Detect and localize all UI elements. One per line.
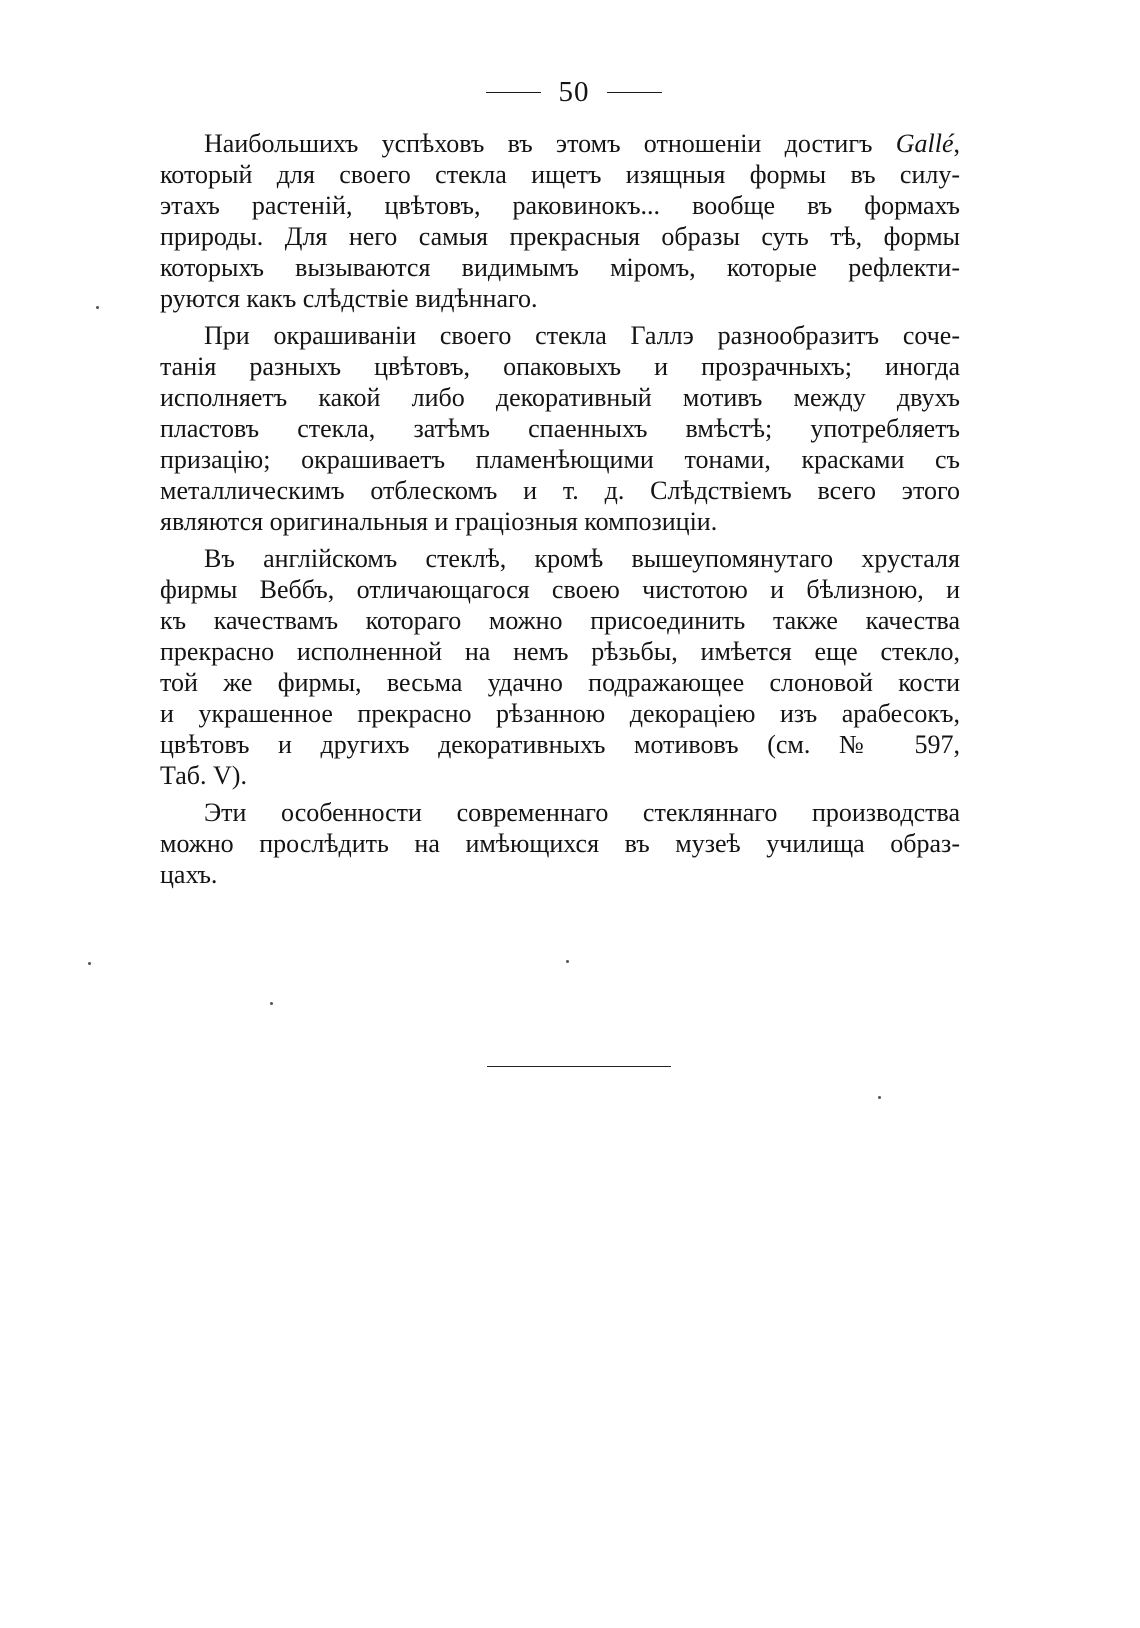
page-header [0,72,1140,112]
paragraph-line: и украшенное прекрасно рѣзанною декораціею изъ арабесокъ, [160,699,960,728]
paragraph-line: Таб. V). [160,761,247,790]
paragraph-3 [160,543,960,791]
paragraph-line: цвѣтовъ и другихъ декоративныхъ мотивовъ (см. № 597, [160,730,960,759]
paragraph-line: этахъ растеній, цвѣтовъ, раковинокъ... вообще въ формахъ [160,191,960,220]
paragraph-4 [160,797,960,890]
page-number: 50 [558,76,590,108]
paper-speck [270,1002,273,1005]
paragraph-2 [160,320,960,537]
paragraph-line: исполняетъ какой либо декоративный мотивъ между двухъ [160,383,960,412]
paragraph-line: цахъ. [160,860,218,889]
paragraph-line: металлическимъ отблескомъ и т. д. Слѣдствіемъ всего этого [160,476,960,505]
paragraph-line: Въ англійскомъ стеклѣ, кромѣ вышеупомянутаго хрусталя [204,544,960,573]
paragraph-line: которыхъ вызываются видимымъ міромъ, которые рефлекти- [160,253,960,282]
paragraph-line: фирмы Веббъ, отличающагося своею чистотою и бѣлизною, и [160,575,960,604]
paper-speck [566,960,569,963]
paragraph-line: прекрасно исполненной на немъ рѣзьбы, имѣется еще стекло, [160,637,960,666]
paragraph-line: Наибольшихъ успѣховъ въ этомъ отношеніи достигъ Gallé, [204,129,960,158]
paragraph-line: природы. Для него самыя прекрасныя образы суть тѣ, формы [160,222,960,251]
paragraph-line: той же фирмы, весьма удачно подражающее слоновой кости [160,668,960,697]
paragraph-1 [160,128,960,314]
paragraph-line: можно прослѣдить на имѣющихся въ музеѣ училища образ- [160,829,960,858]
closing-rule [487,1066,671,1067]
paper-speck [878,1096,881,1099]
paragraph-line: къ качествамъ котораго можно присоединить также качества [160,606,960,635]
paragraph-line: танія разныхъ цвѣтовъ, опаковыхъ и прозрачныхъ; иногда [160,352,960,381]
header-dash-right [607,92,662,93]
paragraph-line: который для своего стекла ищетъ изящныя формы въ силу- [160,160,960,189]
paragraph-line: руются какъ слѣдствіе видѣннаго. [160,284,538,313]
paragraph-line: призацію; окрашиваетъ пламенѣющими тонами, красками съ [160,445,960,474]
paragraph-line: пластовъ стекла, затѣмъ спаенныхъ вмѣстѣ; употребляетъ [160,414,960,443]
paper-speck [88,962,91,965]
paragraph-line: При окрашиваніи своего стекла Галлэ разнообразитъ соче- [204,321,960,350]
body-text [160,128,960,890]
paragraph-line: Эти особенности современнаго стекляннаго производства [204,798,960,827]
header-dash-left [486,92,541,93]
paper-speck [96,306,99,309]
paragraph-line: являются оригинальныя и граціозныя композиціи. [160,507,718,536]
